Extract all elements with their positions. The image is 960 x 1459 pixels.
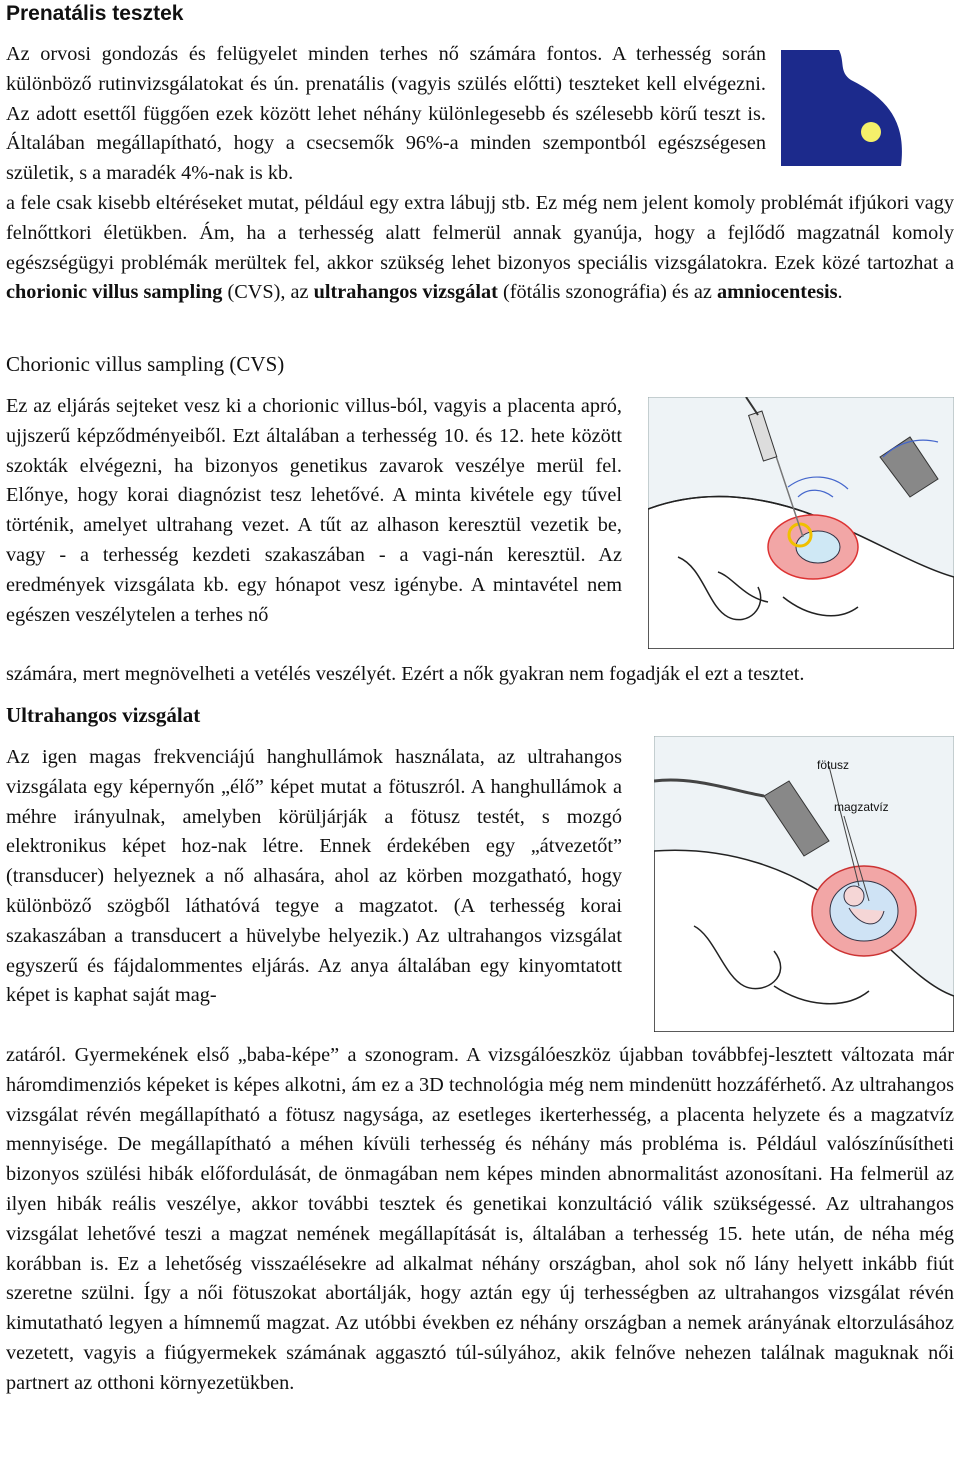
ultrasound-heading: Ultrahangos vizsgálat — [6, 703, 201, 727]
ultrasound-paragraph-2: zatáról. Gyermekének első „baba-képe” a szonogram. A vizsgálóeszköz újabban továbbfej-lesztett változata már háromdimenziós képeket is képes alkotni, ám ez a 3D technológia még nem mindenütt hozzáférhető. Az ultrahangos vizsgálat révén megállapítható a fötusz nagysága, az esetleges ikerterhesség, a placenta helyzete és a magzatvíz mennyisége. De megállapítható a méhen kívüli terhesség és néhány más probléma is. Például valószínűsítheti bizonyos szülési hibák előfordulását, de önmagában nem képes minden abnormalitást azonosítani. Ha felmerül az ilyen hibák reális veszélye, akkor további tesztek és genetikai konzultáció válik szükségessé. Az ultrahangos vizsgálat lehetővé teszi a magzat nemének megállapítását is, általában a terhesség 15. hete után, de néha még korábban is. Ez a lehetőség visszaélésekre ad alkalmat néhány országban, ahol sok nő lány helyett inkább fiút szeretne szülni. Így a női fötuszokat abortálják, hogy aztán egy új terhességben az ultrahangos vizsgálat révén kimutatható legyen a hímnemű magzat. Az utóbbi években ez néhány országban a nemek arányának eltorzulásához vezetett, vagyis a fiúgyermekek számának aggasztó túl-súlyához, akik felnőve nehezen találnak maguknak női partnert az otthoni környezetükben. — [6, 1044, 954, 1394]
amniotic-fluid-label: magzatvíz — [834, 800, 889, 814]
cvs-paragraph-1: Ez az eljárás sejteket vesz ki a chorionic villus-ból, vagyis a placenta apró, ujjszerű képződményeiből. Ezt általában a terhesség 10. és 12. hete között szokták elvégezni, ha bizonyos genetikus zavarok veszélye merül fel. Előnye, hogy korai diagnózist tesz lehetővé. A minta kivétele egy tűvel történik, amelyet ultrahang vezet. A tűt az alhason keresztül vezetik be, vagy - a terhesség kezdeti szakaszában - a vagi-nán keresztül. Az eredmények vizsgálata kb. egy hónapot vesz igénybe. A mintavétel nem egészen veszélytelen a terhes nő — [6, 395, 622, 626]
term-amnio: amniocentesis — [716, 281, 838, 304]
intro-end: . — [837, 281, 843, 304]
term-cvs: chorionic villus sampling — [6, 281, 223, 304]
intro-paragraph-2 — [6, 189, 954, 308]
intro-text-3: (fötális szonográfia) és az — [497, 281, 717, 304]
term-ultrasound: ultrahangos vizsgálat — [313, 281, 498, 304]
ultrasound-figure — [654, 736, 954, 1032]
cvs-heading: Chorionic villus sampling (CVS) — [6, 352, 285, 376]
fetus-label: fötusz — [817, 758, 850, 772]
pregnant-belly-figure — [781, 50, 959, 166]
cvs-paragraph-2: számára, mert megnövelheti a vetélés veszélyét. Ezért a nők gyakran nem fogadják el ezt a tesztet. — [6, 663, 805, 685]
cvs-procedure-figure — [648, 397, 954, 649]
intro-paragraph-1: Az orvosi gondozás és felügyelet minden terhes nő számára fontos. A terhesség során különböző rutinvizsgálatokat és ún. prenatális (vagyis szülés előtti) teszteket kell elvégezni. Az adott esettől függően ezek között lehet néhány különlegesebb és szélesebb körű teszt is. Általában megállapítható, hogy a csecsemők 96%-a minden szempontból egészségesen születik, s a maradék 4%-nak is kb. — [6, 43, 766, 185]
ultrasound-paragraph-1: Az igen magas frekvenciájú hanghullámok használata, az ultrahangos vizsgálata egy képernyőn „élő” képet mutat a fötuszról. A hanghullámok a méhre irányulnak, amelyben körüljárják a fötusz testét, s mozgó elektronikus képet hoz-nak létre. Ennek érdekében egy „átvezetőt” (transducer) helyeznek a nő alhasára, ahol az körben mozgatható, hogy különböző szögből láthatóvá tegye a magzatot. (A terhesség korai szakaszában a transducert a hüvelybe helyezik.) Az ultrahangos vizsgálat egyszerű és fájdalommentes eljárás. Az anya általában egy kinyomtatott képet is kaphat saját mag- — [6, 746, 622, 1007]
page-title: Prenatális tesztek — [6, 2, 184, 25]
intro-text-2: (CVS), az — [222, 281, 314, 304]
intro-text: a fele csak kisebb eltéréseket mutat, például egy extra lábujj stb. Ez még nem jelent komoly problémát ifjúkori vagy felnőttkori életükben. Ám, ha a terhesség alatt felmerül annak gyanúja, hogy a fejlődő magzatnál komoly egészségügyi problémák merültek fel, akkor szükség lehet bizonyos speciális vizsgálatokra. Ezek közé tartozhat a — [6, 192, 954, 274]
